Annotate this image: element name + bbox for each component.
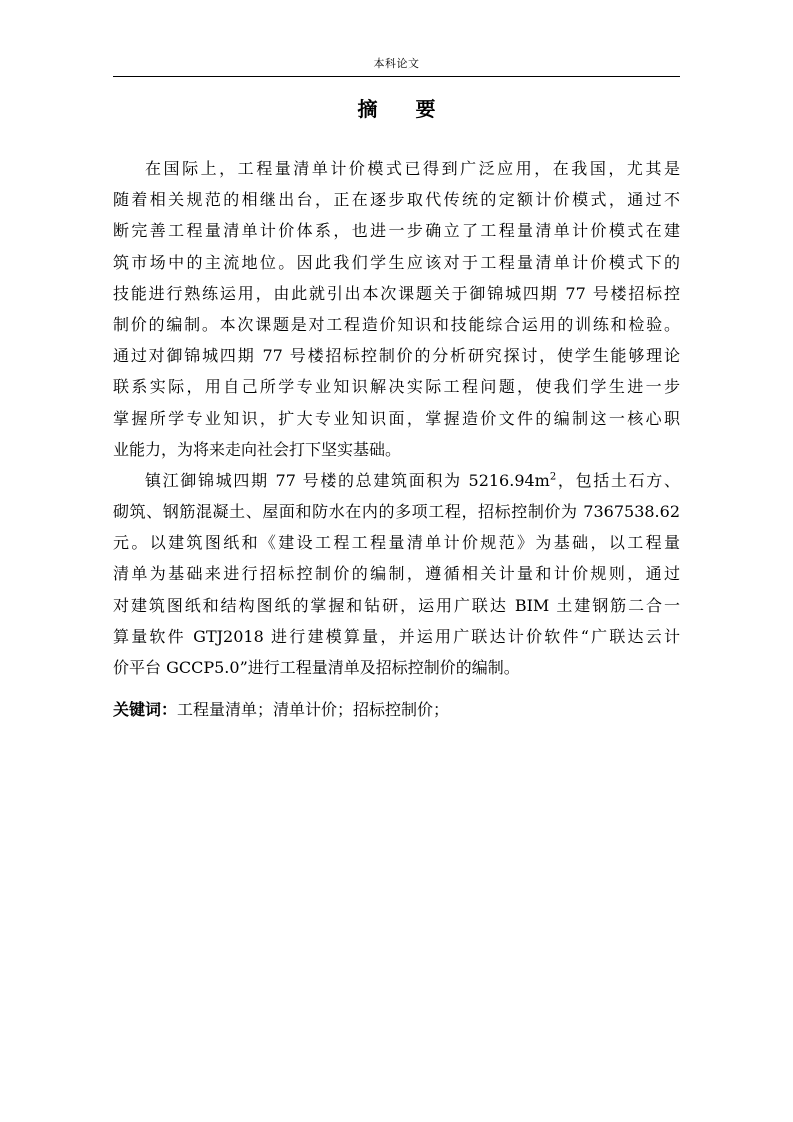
text-line: 联系实际，用自己所学专业知识解决实际工程问题，使我们学生进一步 — [113, 377, 680, 397]
text-line: 业能力，为将来走向社会打下坚实基础。 — [113, 439, 402, 459]
text-line: 元。以建筑图纸和《建设工程工程量清单计价规范》为基础，以工程量 — [113, 533, 680, 553]
text-line: 随着相关规范的相继出台，正在逐步取代传统的定额计价模式，通过不 — [113, 190, 680, 210]
superscript: 2 — [549, 471, 557, 483]
abstract-body — [113, 153, 680, 683]
title-char-2: 要 — [415, 97, 436, 121]
keywords — [113, 694, 680, 725]
header-rule — [113, 76, 680, 77]
title-char-1: 摘 — [357, 97, 378, 121]
abstract-paragraph-1 — [113, 153, 680, 465]
text-line: 砌筑、钢筋混凝土、屋面和防水在内的多项工程，招标控制价为 7367538.62 — [113, 502, 680, 522]
text-line: 在国际上，工程量清单计价模式已得到广泛应用，在我国，尤其是 — [145, 159, 680, 178]
abstract-paragraph-2 — [113, 465, 680, 683]
text-line: 通过对御锦城四期 77 号楼招标控制价的分析研究探讨，使学生能够理论 — [113, 346, 680, 366]
text-line: 对建筑图纸和结构图纸的掌握和钻研，运用广联达 BIM 土建钢筋二合一 — [113, 595, 680, 615]
text-line: 价平台 GCCP5.0”进行工程量清单及招标控制价的编制。 — [113, 658, 520, 677]
text-line: 筑市场中的主流地位。因此我们学生应该对于工程量清单计价模式下的 — [113, 252, 680, 272]
text-line: 制价的编制。本次课题是对工程造价知识和技能综合运用的训练和检验。 — [113, 314, 680, 334]
text-line: 算量软件 GTJ2018 进行建模算量，并运用广联达计价软件“广联达云计 — [113, 626, 680, 646]
text-line: 断完善工程量清单计价体系，也进一步确立了工程量清单计价模式在建 — [113, 221, 680, 241]
text-run: ，包括土石方、 — [556, 470, 680, 490]
keywords-value: 工程量清单；清单计价；招标控制价； — [177, 700, 450, 719]
text-line: 掌握所学专业知识，扩大专业知识面，掌握造价文件的编制这一核心职 — [113, 408, 680, 428]
running-header: 本科论文 — [373, 57, 420, 70]
text-line — [113, 465, 680, 496]
text-run: 镇江御锦城四期 77 号楼的总建筑面积为 5216.94m — [145, 470, 550, 490]
text-line: 清单为基础来进行招标控制价的编制，遵循相关计量和计价规则，通过 — [113, 564, 680, 584]
text-line: 技能进行熟练运用，由此就引出本次课题关于御锦城四期 77 号楼招标控 — [113, 283, 680, 303]
page-title — [0, 94, 793, 124]
keywords-label: 关键词： — [113, 700, 178, 719]
